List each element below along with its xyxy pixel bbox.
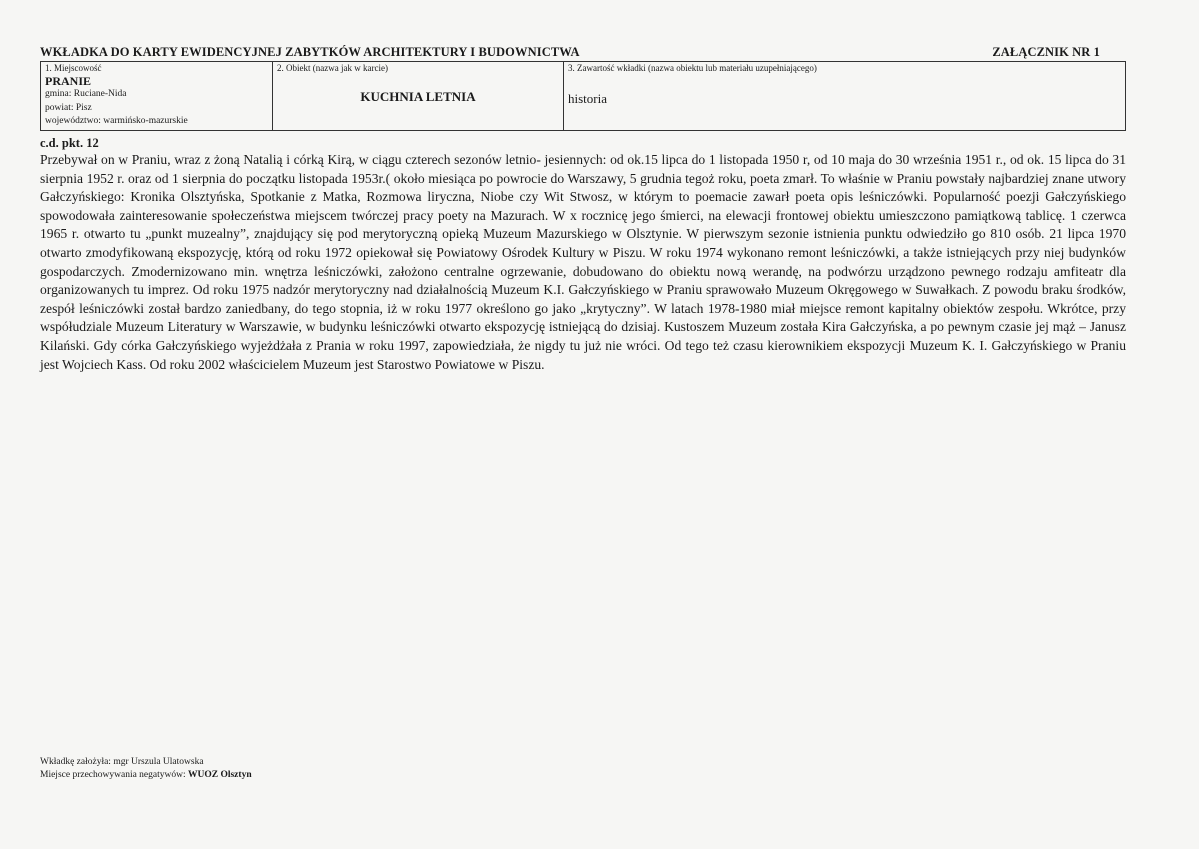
place-name: PRANIE [45, 74, 92, 88]
content-cell [564, 62, 1126, 131]
content-label: 3. Zawartość wkładki (nazwa obiektu lub materiału uzupełniającego) [568, 63, 817, 73]
negatives-location: WUOZ Olsztyn [188, 770, 252, 780]
location-label: 1. Miejscowość [45, 63, 102, 73]
gmina: gmina: Ruciane-Nida [45, 89, 127, 99]
object-label: 2. Obiekt (nazwa jak w karcie) [277, 63, 388, 73]
info-box [40, 61, 1126, 131]
history-paragraph: Przebywał on w Praniu, wraz z żoną Natalią i córką Kirą, w ciągu czterech sezonów letnio- jesiennych: od ok.15 lipca do 1 listopada 1950 r, od 10 maja do 30 września 1951 r., od ok. 15 lipca do 31 sierpnia 1952 r. oraz od 1 sierpnia do początku listopada 1953r.( około miesiąca po powrocie do Warszawy, 5 grudnia tegoż roku, poeta zmarł. To właśnie w Praniu powstały najbardziej znane utwory Gałczyńskiego: Kronika Olsztyńska, Spotkanie z Matka, Rozmowa liryczna, Niobe czy Wit Stwosz, w którym to poemacie zawarł poeta opis leśniczówki. Popularność poezji Gałczyńskiego spowodowała zainteresowanie społeczeństwa miejscem twórczej pracy poety na Mazurach. W x rocznicę jego śmierci, na elewacji frontowej obiektu umieszczono pamiątkową tablicę. 1 czerwca 1965 r. otwarto tu „punkt muzealny”, znajdujący się pod merytoryczną opieką Muzeum Mazurskiego w Olsztynie. W pierwszym sezonie istnienia punktu odwiedziło go 810 osób. 21 lipca 1970 otwarto zmodyfikowaną ekspozycję, którą od roku 1972 opiekował się Powiatowy Ośrodek Kultury w Piszu. W roku 1974 wykonano remont leśniczówki, a także istniejących przy niej budynków gospodarczych. Zmodernizowano min. wnętrza leśniczówki, założono centralne ogrzewanie, dobudowano do obiektu nową werandę, na podwórzu urządzono pewnego rodzaju amfiteatr dla organizowanych tu imprez. Od roku 1975 nadzór merytoryczny nad działalnością Muzeum K.I. Gałczyńskiego w Praniu sprawowało Muzeum Okręgowego w Suwałkach. Z powodu braku środków, zespół leśniczówki został bardzo zaniedbany, do tego stopnia, iż w roku 1977 określono go jako „krytyczny”. W latach 1978-1980 miał miejsce remont kapitalny obiektów zespołu. Wkrótce, przy współudziale Muzeum Literatury w Warszawie, w budynku leśniczówki otwarto ekspozycję istniejącą do dzisiaj. Kustoszem Muzeum została Kira Gałczyńska, a po pewnym czasie jej mąż – Janusz Kilański. Gdy córka Gałczyńskiego wyjeżdżała z Prania w roku 1997, zapowiedziała, że nigdy tu już nie wróci. Od tego też czasu kierownikiem ekspozycji Muzeum K. I. Gałczyńskiego w Praniu jest Wojciech Kass. Od roku 2002 właścicielem Muzeum jest Starostwo Powiatowe w Piszu. [40, 152, 1126, 372]
document-footer [40, 756, 252, 782]
location-cell [41, 62, 273, 131]
wojewodztwo: województwo: warmińsko-mazurskie [45, 116, 188, 126]
continuation-label: c.d. pkt. 12 [40, 136, 99, 150]
powiat: powiat: Pisz [45, 102, 92, 113]
document-header [40, 44, 1126, 62]
object-cell [273, 62, 564, 131]
document-title: WKŁADKA DO KARTY EWIDENCYJNEJ ZABYTKÓW ARCHITEKTURY I BUDOWNICTWA [40, 45, 580, 59]
object-name: KUCHNIA LETNIA [360, 89, 476, 104]
author-line: Wkładkę założyła: mgr Urszula Ulatowska [40, 757, 204, 767]
annex-number: ZAŁĄCZNIK NR 1 [992, 45, 1100, 59]
negatives-line [40, 769, 252, 782]
negatives-label: Miejsce przechowywania negatywów: [40, 770, 188, 780]
content-value: historia [568, 91, 607, 106]
